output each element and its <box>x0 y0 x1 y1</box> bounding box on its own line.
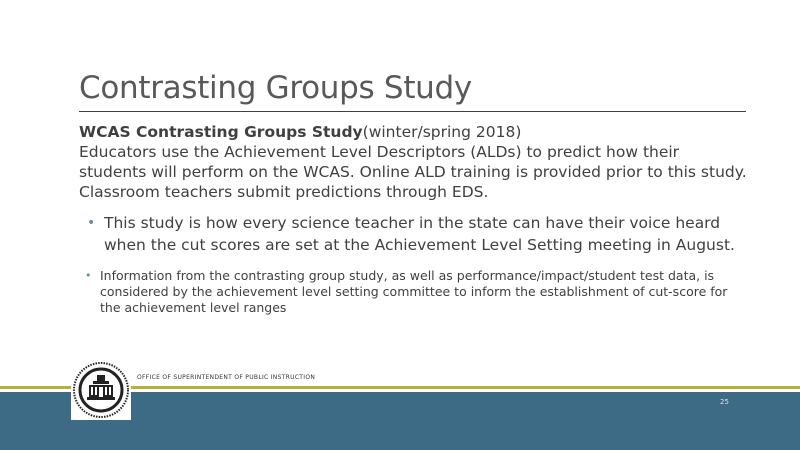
bullet-dot-icon: • <box>85 269 92 282</box>
bullet-dot-icon: • <box>87 215 96 231</box>
page-number: 25 <box>720 398 729 406</box>
subheading-bold: WCAS Contrasting Groups Study <box>79 123 363 141</box>
osp-seal-icon <box>71 360 131 420</box>
subheading <box>79 122 747 142</box>
sub-bullet-text: Information from the contrasting group study, as well as performance/impact/student test data, is considered by the achievement level setting committee to inform the establishment of cut-score for the achievement level ranges <box>100 268 728 315</box>
intro-paragraph: Educators use the Achievement Level Descriptors (ALDs) to predict how their students will perform on the WCAS. Online ALD training is provided prior to this study. Classroom teachers submit predictions through EDS. <box>79 143 747 201</box>
title-divider <box>79 111 746 112</box>
subheading-rest: (winter/spring 2018) <box>362 123 522 141</box>
bullet-text: This study is how every science teacher in the state can have their voice heard when the cut scores are set at the Achievement Level Setting meeting in August. <box>104 214 735 254</box>
sub-bullet-item <box>79 268 750 316</box>
slide-body <box>79 122 747 316</box>
bullet-item <box>79 212 747 256</box>
footer-office-name: OFFICE OF SUPERINTENDENT OF PUBLIC INSTRUCTION <box>137 374 316 381</box>
bullet-list <box>79 212 747 316</box>
slide-title: Contrasting Groups Study <box>79 70 472 106</box>
